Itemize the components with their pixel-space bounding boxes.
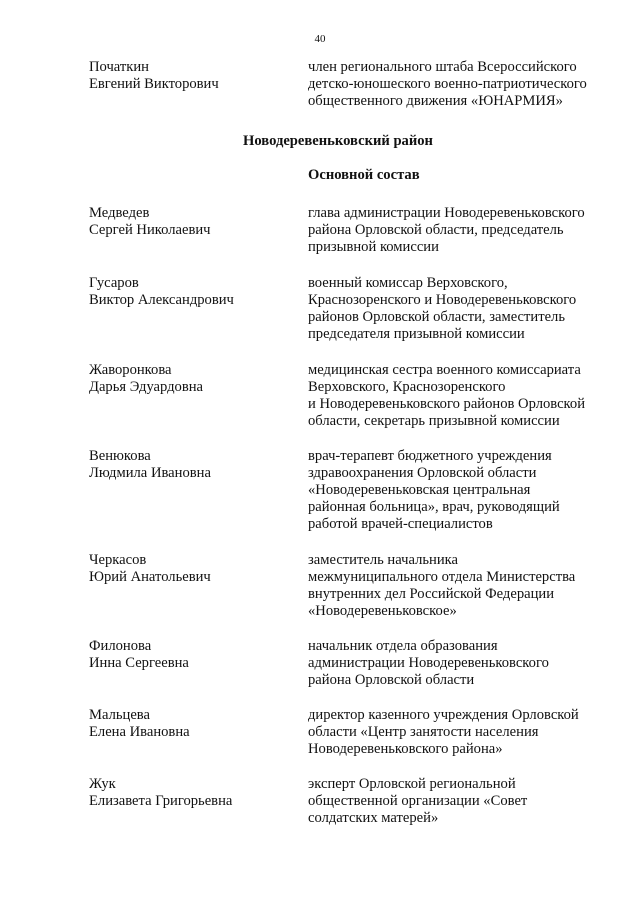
role-line: медицинская сестра военного комиссариата [308, 362, 581, 378]
role-line: эксперт Орловской региональной [308, 776, 516, 792]
role-line: работой врачей-специалистов [308, 516, 493, 532]
role-line: председателя призывной комиссии [308, 326, 525, 342]
member-given-name: Евгений Викторович [89, 76, 219, 92]
role-line: член регионального штаба Всероссийского [308, 59, 577, 75]
member-surname: Медведев [89, 205, 150, 221]
role-line: начальник отдела образования [308, 638, 498, 654]
member-given-name: Сергей Николаевич [89, 222, 211, 238]
member-role [308, 552, 608, 620]
member-surname: Жук [89, 776, 116, 792]
role-line: «Новодеревеньковское» [308, 603, 457, 619]
member-given-name: Людмила Ивановна [89, 465, 211, 481]
role-line: районная больница», врач, руководящий [308, 499, 560, 515]
district-title: Новодеревеньковский район [243, 133, 433, 149]
composition-title: Основной состав [308, 167, 420, 183]
page-number: 40 [314, 33, 326, 45]
role-line: военный комиссар Верховского, [308, 275, 508, 291]
role-line: детско-юношеского военно-патриотического [308, 76, 587, 92]
member-name [89, 275, 294, 309]
member-role [308, 448, 608, 533]
member-role [308, 275, 608, 343]
member-surname: Жаворонкова [89, 362, 172, 378]
role-line: солдатских матерей» [308, 810, 439, 826]
role-line: «Новодеревеньковская центральная [308, 482, 531, 498]
member-name [89, 638, 294, 672]
member-name [89, 448, 294, 482]
member-name [89, 776, 294, 810]
member-name [89, 362, 294, 396]
member-name [89, 59, 294, 93]
role-line: общественной организации «Совет [308, 793, 528, 809]
member-surname: Филонова [89, 638, 152, 654]
member-name [89, 707, 294, 741]
member-given-name: Юрий Анатольевич [89, 569, 211, 585]
member-given-name: Елена Ивановна [89, 724, 190, 740]
role-line: общественного движения «ЮНАРМИЯ» [308, 93, 563, 109]
role-line: района Орловской области [308, 672, 475, 688]
member-role [308, 59, 608, 110]
role-line: района Орловской области, председатель [308, 222, 564, 238]
role-line: Краснозоренского и Новодеревеньковского [308, 292, 577, 308]
member-role [308, 638, 608, 689]
member-role [308, 707, 608, 758]
role-line: администрации Новодеревеньковского [308, 655, 549, 671]
role-line: внутренних дел Российской Федерации [308, 586, 555, 602]
member-name [89, 205, 294, 239]
member-role [308, 362, 608, 430]
role-line: заместитель начальника [308, 552, 458, 568]
member-given-name: Инна Сергеевна [89, 655, 189, 671]
role-line: области «Центр занятости населения [308, 724, 539, 740]
role-line: врач-терапевт бюджетного учреждения [308, 448, 552, 464]
role-line: здравоохранения Орловской области [308, 465, 537, 481]
role-line: призывной комиссии [308, 239, 439, 255]
role-line: Новодеревеньковского района» [308, 741, 503, 757]
member-given-name: Виктор Александрович [89, 292, 234, 308]
role-line: и Новодеревеньковского районов Орловской [308, 396, 586, 412]
member-surname: Початкин [89, 59, 149, 75]
role-line: межмуниципального отдела Министерства [308, 569, 576, 585]
role-line: директор казенного учреждения Орловской [308, 707, 579, 723]
member-surname: Гусаров [89, 275, 139, 291]
member-given-name: Дарья Эдуардовна [89, 379, 204, 395]
role-line: области, секретарь призывной комиссии [308, 413, 560, 429]
member-role [308, 776, 608, 827]
member-surname: Черкасов [89, 552, 147, 568]
role-line: глава администрации Новодеревеньковского [308, 205, 585, 221]
member-surname: Венюкова [89, 448, 151, 464]
member-name [89, 552, 294, 586]
member-given-name: Елизавета Григорьевна [89, 793, 233, 809]
member-role [308, 205, 608, 256]
role-line: районов Орловской области, заместитель [308, 309, 565, 325]
role-line: Верховского, Краснозоренского [308, 379, 506, 395]
member-surname: Мальцева [89, 707, 150, 723]
